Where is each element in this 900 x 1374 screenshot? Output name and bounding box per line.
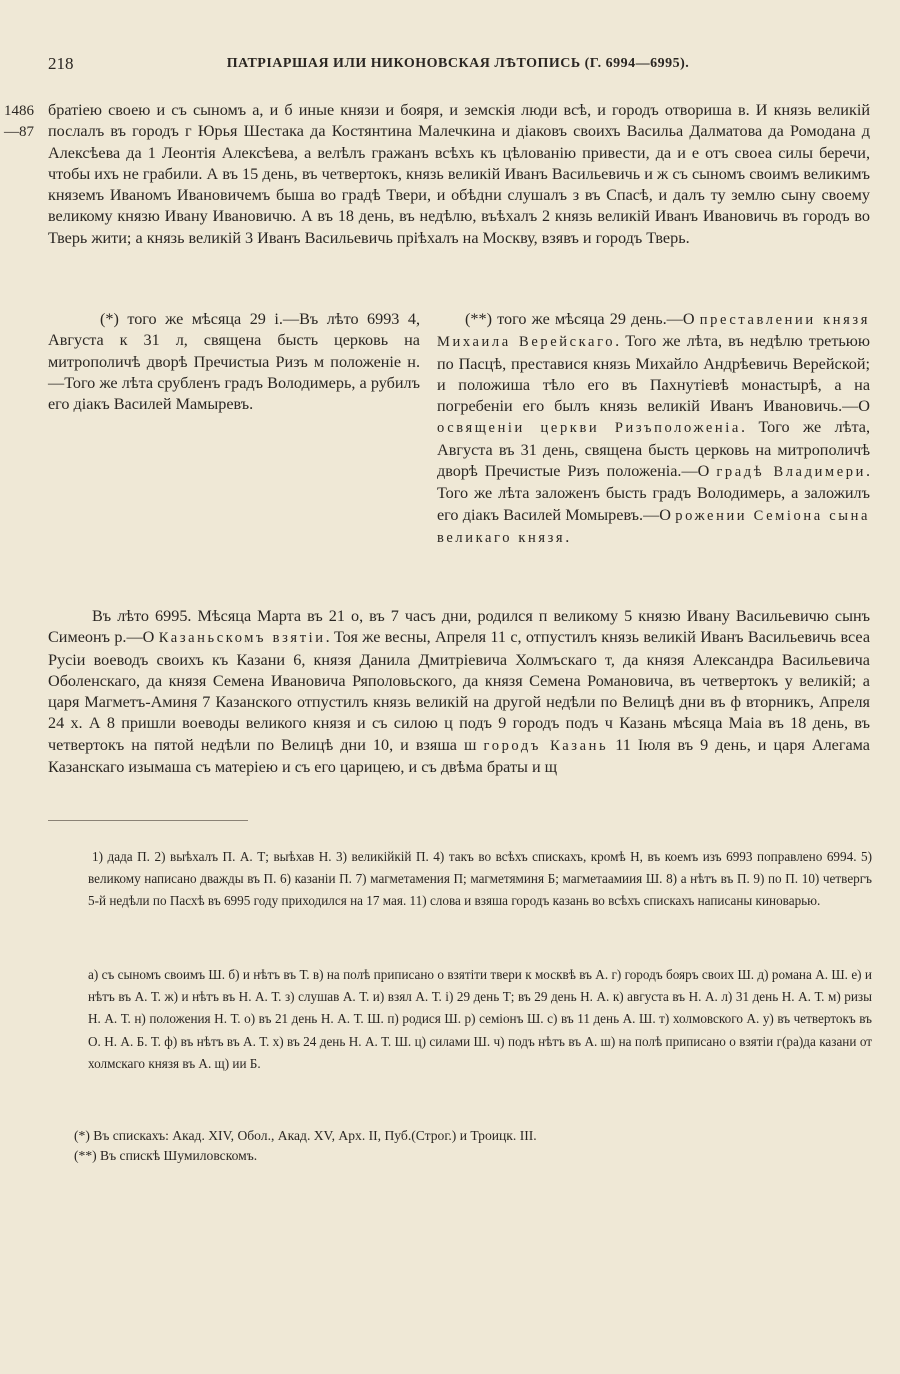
- source-notes: [74, 1126, 874, 1166]
- right-text: . Того же лѣта, Августа въ 31 день, священа бысть церковь на митрополичѣ дворѣ Пречистые Ризъ положеніа.—О: [437, 418, 870, 481]
- source-note: (**) Въ спискѣ Шумиловскомъ.: [74, 1148, 258, 1163]
- main2-text: Въ лѣто 6995. Мѣсяца Марта въ 21 о, въ 7 часъ дни, родился п великому 5 князю Ивану Васильевичю сынъ Симеонъ р.—О: [48, 607, 870, 647]
- letter-footnotes: а) съ сыномъ своимъ Ш. б) и нѣтъ въ Т. в) на полѣ приписано о взятіти твери к москвѣ въ А. г) городъ бояръ своих Ш. д) романа А. Ш. е) и нѣтъ въ А. Т. ж) и нѣтъ въ Н. А. Т. з) слушав А. Т. и) взял А. Т. і) 29 день Т; въ 29 день Н. А. к) августа въ Н. А. л) 31 день Н. А. Т. м) ризы Н. А. Т. н) положения Н. Т. о) въ 21 день Н. А. Т. Ш. п) родися Ш. р) семіонъ Ш. с) въ 11 день А. Ш. т) холмовского А. у) въ четвертокъ въ О. Н. А. Б. Т. ф) въ нѣтъ въ А. Т. х) въ 24 день Н. А. Т. Ш. ц) силами Ш. ч) подъ нѣтъ въ А. ш) на полѣ приписано о взятіи г(ра)да казани от холмскаго князя въ А. щ) ии Б.: [88, 967, 872, 1071]
- source-note: (*) Въ спискахъ: Акад. XIV, Обол., Акад. XV, Арх. II, Пуб.(Строг.) и Троицк. III.: [74, 1128, 537, 1143]
- numeric-footnotes: 1) дада П. 2) выѣхалъ П. А. Т; выѣхав Н. 3) великійкій П. 4) такъ во всѣхъ спискахъ, кромѣ Н, въ коемъ изъ 6993 поправлено 6994. 5) великому написано дважды въ П. 6) казаніи П. 7) магметамения П; магметяминя Б; магметаамиия Ш. 8) а нѣтъ въ П. 9) по П. 10) четвергъ 5-й недѣли по Пасхѣ въ 6995 году приходился на 17 мая. 11) слова и взяша городъ казань во всѣхъ спискахъ написаны киноварью.: [88, 849, 872, 909]
- footnote-divider: [48, 820, 248, 821]
- right-text: . Того же лѣта заложенъ бысть градъ Володимерь, а заложилъ его діакъ Василей Момыревъ.—О: [437, 462, 870, 524]
- right-column: [437, 309, 870, 549]
- right-text: .: [565, 527, 570, 546]
- right-text: . Того же лѣта, въ недѣлю третьюю по Пасцѣ, преставися князь Михайло Андрѣевичь Верейской; и положиша тѣло его въ Пахнутіевѣ монастырѣ, а на погребеніи его былъ князь великій Иванъ Ивановичь.—О: [437, 332, 870, 416]
- spaced-heading: Казаньскомъ взятіи: [158, 630, 326, 647]
- spaced-heading: освященіи церкви Ризъположеніа: [437, 420, 741, 437]
- margin-years: [4, 101, 34, 143]
- margin-year-1: 1486: [4, 103, 34, 119]
- spaced-heading: градѣ Владимери: [716, 464, 866, 481]
- main-text-top: [48, 100, 870, 249]
- margin-year-2: —87: [4, 124, 34, 140]
- main2-text: 11 Іюля въ 9 день, и царя Алегама Казанскаго изымаша съ матеріею и съ его царицею, и съ двѣма браты и щ: [48, 735, 870, 777]
- main-paragraph-1: братіею своею и съ сыномъ а, и б иные князи и бояря, и земскія люди всѣ, и городъ отвориша в. И князь великій послалъ въ городъ г Юрья Шестака да Костянтина Малечкина и діаковъ своихъ Васильа Далматова да Ромодана д Алексѣева да 1 Леонтія Алексѣева, а велѣлъ гражанъ всѣхъ къ цѣлованію привести, да и е отъ своеа силы беречи, чтобы ихъ не грабили. А въ 15 день, въ четвертокъ, князь великій Иванъ Васильевичь и ж съ сыномъ своимъ великимъ княземъ Иваномъ Ивановичемъ быша во градѣ Твери, и обѣдни слушалъ з въ Спасѣ, и далъ ту землю сыну своему великому князю Ивану Ивановичю. А въ 18 день, въ недѣлю, въѣхалъ 2 князь великій Иванъ Ивановичь въ городъ во Тверь жити; а князь великій 3 Иванъ Васильевичь пріѣхалъ на Москву, взявъ и городъ Тверь.: [48, 101, 870, 247]
- right-column-paragraph: [437, 309, 870, 549]
- running-title: ПАТРІАРШАЯ ИЛИ НИКОНОВСКАЯ ЛѢТОПИСЬ (Г. 6994—6995).: [226, 56, 690, 71]
- spaced-heading: преставлении князя Михаила Верейскаго: [437, 312, 870, 351]
- page-header: [48, 54, 868, 80]
- main2-text: . Тоя же весны, Апреля 11 с, отпустилъ князь великій Иванъ Васильевичь всеа Русіи воеводъ своихъ къ Казани 6, князя Данила Дмитріевича Холмъскаго т, да князя Александра Васильевича Оболенскаго, да князя Семена Ивановича Ряполовьского, да князя Семена Романовича, въ четвертокъ у великій; а царя Магметъ-Аминя 7 Казанского отпустилъ князь великій на другой недѣли по Велицѣ дни въ ф вторникъ, Апреля 24 х. А 8 пришли воеводы великого князя и съ силою ц подъ 9 городъ подъ ч Казань мѣсяца Маіа въ 18 день, въ четвертокъ на пятой недѣли по Велицѣ дни 10, и взяша ш: [48, 628, 871, 754]
- spaced-heading: городъ Казань: [483, 737, 609, 754]
- left-column-paragraph: (*) того же мѣсяца 29 і.—Въ лѣто 6993 4, Августа к 31 л, священа бысть церковь на митрополичѣ дворѣ Пречистыа Ризъ м положеніе н.—Того же лѣта срубленъ градъ Володимерь, а рубилъ его діакъ Василей Мамыревъ.: [48, 310, 420, 414]
- left-column: [48, 309, 420, 415]
- right-intro: (**) того же мѣсяца 29 день.—О: [465, 310, 700, 328]
- main-text-bottom: [48, 606, 870, 778]
- spaced-heading: рожении Семіона сына великаго князя: [437, 507, 870, 546]
- main-paragraph-2: [48, 606, 870, 778]
- page-number: 218: [48, 54, 74, 73]
